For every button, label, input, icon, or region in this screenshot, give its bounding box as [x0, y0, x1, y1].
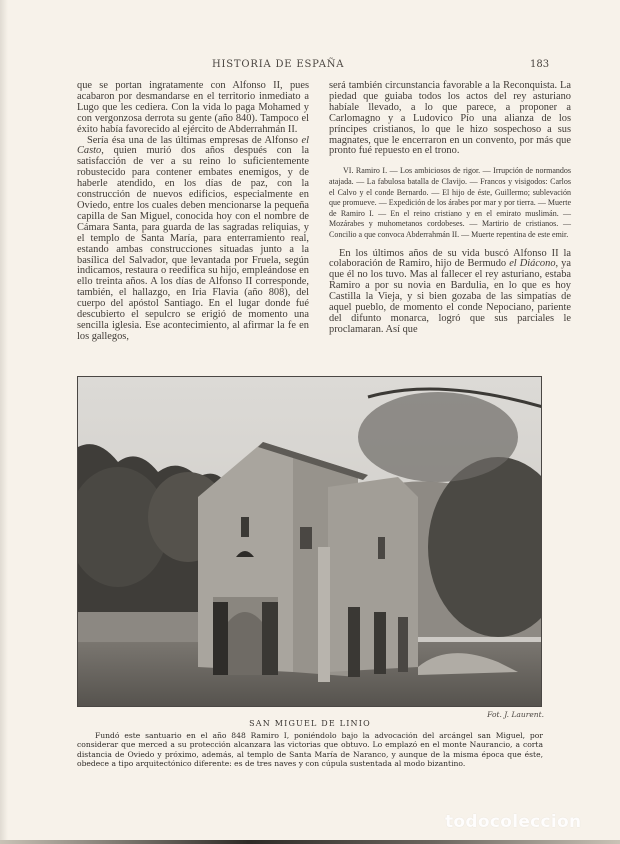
- paragraph: que se portan ingratamente con Alfonso II, pues acabaron por desmandarse en el territorio inmediato a Lugo que les cediera. Con la vida lo paga Mohamed y con vergonzosa derrota su gente (año 840). Tampoco el éxito había favorecido al ejército de Abderrahmán II.: [77, 80, 309, 135]
- right-text-column: [329, 81, 571, 336]
- paragraph: [77, 136, 309, 343]
- watermark: todocoleccion: [445, 812, 582, 832]
- page-bottom-edge: [0, 840, 620, 844]
- running-header: [0, 59, 620, 73]
- running-title: HISTORIA DE ESPAÑA: [212, 59, 345, 70]
- church-photograph: [77, 376, 542, 707]
- left-text-column: [77, 81, 309, 343]
- italic-epithet: el Diácono: [509, 258, 556, 270]
- paragraph: será también circunstancia favorable a la Reconquista. La piedad que guiaba todos los actos del rey asturiano habíale llevado, a lo que parece, a proponer a Carlomagno y a Ludovico Pío una alianza de los príncipes cristianos, lo que le hizo sospechoso a sus magnates, que le encerraron en un convento, por más que pronto fué repuesto en el trono.: [329, 80, 571, 157]
- page-number: 183: [530, 59, 550, 70]
- paragraph-text: , quien murió dos años después con la satisfacción de ver a su reino lo suficientemente robustecido para contener embates enemigos, y de haberle atendido, en los días de paz, con la construcción de nuevos edificios, especialmente en Oviedo, entre los cuales deben mencionarse la pequeña capilla de San Miguel, conocida hoy con el nombre de Cámara Santa, para guarda de las sagradas reliquias, y el templo de Santa María, para enterramiento real, estando ambas construcciones situadas junto a la basílica del Salvador, que levantada por Fruela, según indicamos, restaura o reedifica su hijo, empleándose en ello treinta años. A los días de Alfonso II corresponde, también, el hallazgo, en Iria Flavia (año 808), del cuerpo del apóstol Santiago. En el lugar donde fué descubierto el sepulcro se erigió de momento una sencilla iglesia. Ese acontecimiento, al afirmar la fe en los gallegos,: [77, 145, 309, 342]
- page-edge-shadow: [0, 0, 8, 844]
- paragraph-text: Sería ésa una de las últimas empresas de Alfonso: [87, 134, 302, 146]
- figure-caption: Fundó este santuario en el año 848 Ramiro I, poniéndolo bajo la advocación del arcángel san Miguel, por considerar que merced a su protección alcanzara las victorias que obtuvo. Lo emplazó en el monte Naurancio, a corta distancia de Oviedo y próximo, además, al templo de Santa María de Naranco, y aunque de la misma época que éste, obedece a tipo arquitectónico diferente: es de tres naves y con cúpula sustentada al modo bizantino.: [77, 731, 543, 768]
- paragraph-text: En los últimos años de su vida buscó Alfonso II la colaboración de Ramiro, hijo de Bermudo: [329, 247, 571, 270]
- chapter-summary-text: VI. Ramiro I. — Los ambiciosos de rigor. — Irrupción de normandos atajada. — La fabulosa batalla de Clavijo. — Francos y visigodos: Carlos el Calvo y el conde Bernardo. — El hijo de éste, Guillermo; sublevación que promueve. — Expedición de los árabes por mar y por tierra. — Muerte de Ramiro I. — En el reino cristiano y en el emirato muslimán. — Mozárabes y muhometanos cordobeses. — Martirio de cristianos. — Concilio a que convoca Abderrahmán II. — Muerte repentina de este emir.: [329, 166, 571, 239]
- photo-credit: Fot. J. Laurent.: [487, 710, 544, 719]
- paragraph-text: , ya que él no los tuvo. Mas al fallecer el rey asturiano, estaba Ramiro a por su novia en Bardulia, en lo que es hoy Castilla la Vieja, y si bien gozaba de las simpatías de aquel pueblo, de momento el conde Nepociano, pariente del difunto monarca, logró que sus parciales le proclamaran. Así que: [329, 258, 571, 335]
- chapter-summary: [329, 166, 571, 240]
- paragraph: [329, 249, 571, 336]
- church-photo-illustration: [78, 377, 542, 707]
- figure-title: SAN MIGUEL DE LINIO: [249, 719, 371, 728]
- italic-epithet: el Casto: [77, 134, 309, 157]
